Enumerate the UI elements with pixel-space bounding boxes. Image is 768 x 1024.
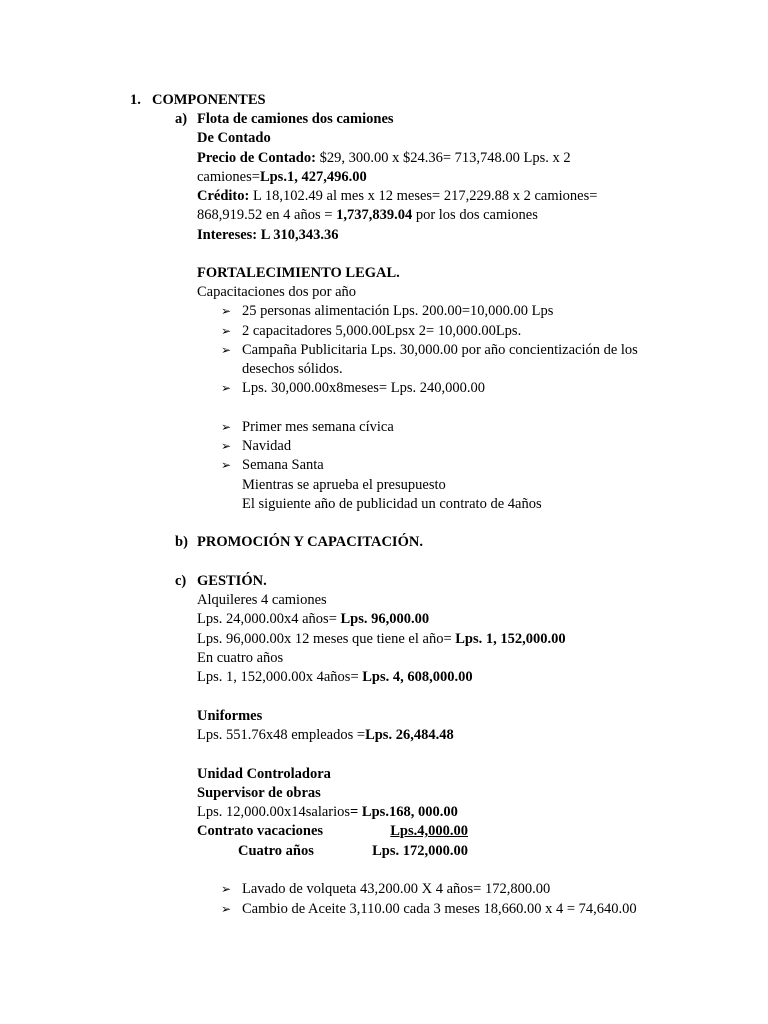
unidad-heading: Unidad Controladora: [197, 766, 331, 782]
gestion-line-2: Lps. 96,000.00x 12 meses que tiene el año= Lps. 1, 152,000.00: [197, 631, 566, 647]
bullet-item-continuation: desechos sólidos.: [242, 361, 343, 377]
fortalecimiento-heading: FORTALECIMIENTO LEGAL.: [197, 265, 400, 281]
bullet-item: 25 personas alimentación Lps. 200.00=10,000.00 Lps: [242, 303, 554, 319]
gestion-line-3: Lps. 1, 152,000.00x 4años= Lps. 4, 608,000.00: [197, 669, 473, 685]
item-c-marker: c): [175, 573, 187, 589]
heading-number: 1.: [130, 92, 141, 108]
en-cuatro-line: En cuatro años: [197, 650, 284, 666]
bullet-item: Primer mes semana cívica: [242, 419, 394, 435]
credito-line: Crédito: L 18,102.49 al mes x 12 meses= 217,229.88 x 2 camiones=: [197, 188, 598, 204]
arrow-bullet-icon: ➢: [221, 420, 232, 434]
item-b-marker: b): [175, 534, 188, 550]
contrato-value: Lps.4,000.00: [390, 823, 468, 839]
heading-componentes: COMPONENTES: [152, 92, 266, 108]
gestion-line-1: Lps. 24,000.00x4 años= Lps. 96,000.00: [197, 611, 430, 627]
item-a-marker: a): [175, 111, 188, 127]
item-a-title: Flota de camiones dos camiones: [197, 111, 394, 127]
arrow-bullet-icon: ➢: [221, 458, 232, 472]
bullet-item: 2 capacitadores 5,000.00Lpsx 2= 10,000.00Lps.: [242, 323, 522, 339]
bullet-item: Lavado de volqueta 43,200.00 X 4 años= 172,800.00: [242, 881, 551, 897]
arrow-bullet-icon: ➢: [221, 439, 232, 453]
arrow-bullet-icon: ➢: [221, 381, 232, 395]
bullet-item: Campaña Publicitaria Lps. 30,000.00 por año concientización de los: [242, 342, 638, 358]
arrow-bullet-icon: ➢: [221, 882, 232, 896]
contrato-label: Contrato vacaciones: [197, 823, 324, 839]
supervisor-heading: Supervisor de obras: [197, 785, 321, 801]
de-contado: De Contado: [197, 130, 271, 146]
arrow-bullet-icon: ➢: [221, 343, 232, 357]
item-b-title: PROMOCIÓN Y CAPACITACIÓN.: [197, 534, 423, 550]
uniformes-heading: Uniformes: [197, 708, 263, 724]
mientras-line: Mientras se aprueba el presupuesto: [242, 477, 446, 493]
supervisor-line: Lps. 12,000.00x14salarios= Lps.168, 000.00: [197, 804, 458, 820]
camiones-line: camiones=Lps.1, 427,496.00: [197, 169, 367, 185]
cuatro-anos-value: Lps. 172,000.00: [372, 843, 468, 859]
arrow-bullet-icon: ➢: [221, 324, 232, 338]
bullet-item: Cambio de Aceite 3,110.00 cada 3 meses 18,660.00 x 4 = 74,640.00: [242, 901, 637, 917]
alquileres-line: Alquileres 4 camiones: [197, 592, 327, 608]
precio-line: Precio de Contado: $29, 300.00 x $24.36= 713,748.00 Lps. x 2: [197, 150, 571, 166]
capacitaciones-line: Capacitaciones dos por año: [197, 284, 357, 300]
uniformes-line: Lps. 551.76x48 empleados =Lps. 26,484.48: [197, 727, 454, 743]
bullet-item: Semana Santa: [242, 457, 324, 473]
credito-line-2: 868,919.52 en 4 años = 1,737,839.04 por los dos camiones: [197, 207, 538, 223]
intereses-line: Intereses: L 310,343.36: [197, 227, 339, 243]
arrow-bullet-icon: ➢: [221, 304, 232, 318]
cuatro-anos-label: Cuatro años: [238, 843, 314, 859]
bullet-item: Lps. 30,000.00x8meses= Lps. 240,000.00: [242, 380, 485, 396]
bullet-item: Navidad: [242, 438, 292, 454]
item-c-title: GESTIÓN.: [197, 573, 267, 589]
siguiente-line: El siguiente año de publicidad un contrato de 4años: [242, 496, 542, 512]
arrow-bullet-icon: ➢: [221, 902, 232, 916]
